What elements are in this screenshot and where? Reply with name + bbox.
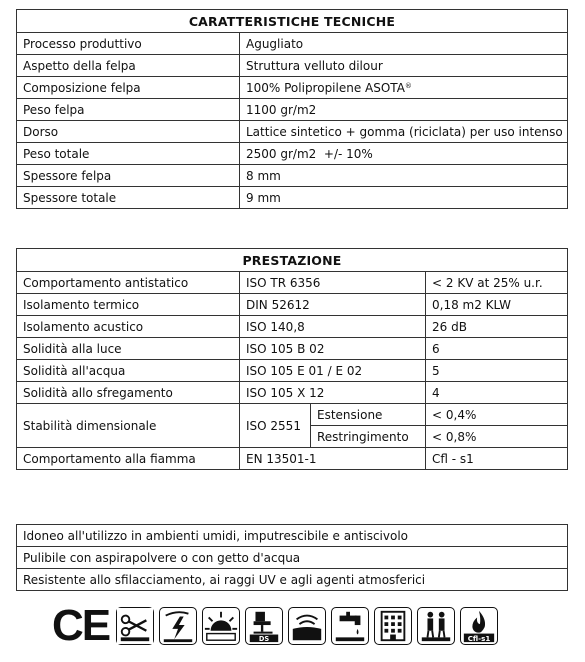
row-norm: DIN 52612 xyxy=(240,294,426,316)
row-label: Peso felpa xyxy=(17,99,240,121)
row-label: Stabilità dimensionale xyxy=(17,404,240,448)
row-value: 26 dB xyxy=(426,316,568,338)
row-value: 8 mm xyxy=(240,165,568,187)
row-label: Peso totale xyxy=(17,143,240,165)
row-value: 2500 gr/m2 +/- 10% xyxy=(240,143,568,165)
table-title: PRESTAZIONE xyxy=(17,249,568,272)
row-label: Solidità alla luce xyxy=(17,338,240,360)
lightning-static-icon xyxy=(159,607,197,645)
table-row xyxy=(17,55,568,77)
table-row xyxy=(17,121,568,143)
row-label: Dorso xyxy=(17,121,240,143)
row-label: Composizione felpa xyxy=(17,77,240,99)
table-row xyxy=(17,143,568,165)
list-item xyxy=(17,569,568,591)
row-value: < 0,4% xyxy=(426,404,568,426)
building-icon xyxy=(374,607,412,645)
table-row xyxy=(17,165,568,187)
cfl-s1-label: Cfl-s1 xyxy=(467,634,491,644)
row-norm: ISO 2551 xyxy=(240,404,311,448)
row-value: 9 mm xyxy=(240,187,568,209)
comfort-people-icon xyxy=(417,607,455,645)
row-value xyxy=(240,77,568,99)
notes-table xyxy=(16,524,568,591)
row-value: Struttura velluto dilour xyxy=(240,55,568,77)
row-norm: ISO 140,8 xyxy=(240,316,426,338)
note-text: Resistente allo sfilacciamento, ai raggi UV e agli agenti atmosferici xyxy=(17,569,568,591)
table-row xyxy=(17,360,568,382)
row-value: Lattice sintetico + gomma (riciclata) per uso intenso xyxy=(240,121,568,143)
table-row xyxy=(17,187,568,209)
row-label: Isolamento termico xyxy=(17,294,240,316)
performance-table xyxy=(16,248,568,470)
row-value: 0,18 m2 KLW xyxy=(426,294,568,316)
row-label: Aspetto della felpa xyxy=(17,55,240,77)
castor-chair-ds-icon xyxy=(245,607,283,645)
composition-text: 100% Polipropilene ASOTA xyxy=(246,80,405,95)
row-label: Comportamento alla fiamma xyxy=(17,448,240,470)
table-row xyxy=(17,338,568,360)
registered-mark: ® xyxy=(404,81,412,90)
cutting-icon xyxy=(116,607,154,645)
row-label: Solidità all'acqua xyxy=(17,360,240,382)
table-row xyxy=(17,294,568,316)
row-value: Agugliato xyxy=(240,33,568,55)
table-row xyxy=(17,77,568,99)
list-item xyxy=(17,547,568,569)
note-text: Idoneo all'utilizzo in ambienti umidi, imputrescibile e antiscivolo xyxy=(17,525,568,547)
table-row xyxy=(17,316,568,338)
sub-label: Restringimento xyxy=(311,426,426,448)
table-row xyxy=(17,404,568,426)
row-label: Comportamento antistatico xyxy=(17,272,240,294)
row-value: 1100 gr/m2 xyxy=(240,99,568,121)
row-norm: ISO 105 X 12 xyxy=(240,382,426,404)
row-value: < 2 KV at 25% u.r. xyxy=(426,272,568,294)
table-row xyxy=(17,448,568,470)
acoustic-insulation-icon xyxy=(288,607,326,645)
row-value: 4 xyxy=(426,382,568,404)
row-value: 6 xyxy=(426,338,568,360)
row-norm: EN 13501-1 xyxy=(240,448,426,470)
row-value: < 0,8% xyxy=(426,426,568,448)
light-fastness-sun-icon xyxy=(202,607,240,645)
row-value: 5 xyxy=(426,360,568,382)
fire-cfl-s1-icon xyxy=(460,607,498,645)
note-text: Pulibile con aspirapolvere o con getto d'acqua xyxy=(17,547,568,569)
row-value: Cfl - s1 xyxy=(426,448,568,470)
row-label: Processo produttivo xyxy=(17,33,240,55)
list-item xyxy=(17,525,568,547)
water-tap-icon xyxy=(331,607,369,645)
row-label: Spessore totale xyxy=(17,187,240,209)
technical-characteristics-table xyxy=(16,9,568,209)
certification-icons xyxy=(52,601,503,650)
table-row xyxy=(17,382,568,404)
row-norm: ISO 105 B 02 xyxy=(240,338,426,360)
ds-label: DS xyxy=(258,635,270,644)
row-label: Isolamento acustico xyxy=(17,316,240,338)
row-label: Solidità allo sfregamento xyxy=(17,382,240,404)
ce-mark-icon: CE xyxy=(52,601,110,650)
row-norm: ISO TR 6356 xyxy=(240,272,426,294)
row-label: Spessore felpa xyxy=(17,165,240,187)
table-row xyxy=(17,99,568,121)
row-norm: ISO 105 E 01 / E 02 xyxy=(240,360,426,382)
sub-label: Estensione xyxy=(311,404,426,426)
table-title: CARATTERISTICHE TECNICHE xyxy=(17,10,568,33)
table-row xyxy=(17,272,568,294)
table-row xyxy=(17,33,568,55)
